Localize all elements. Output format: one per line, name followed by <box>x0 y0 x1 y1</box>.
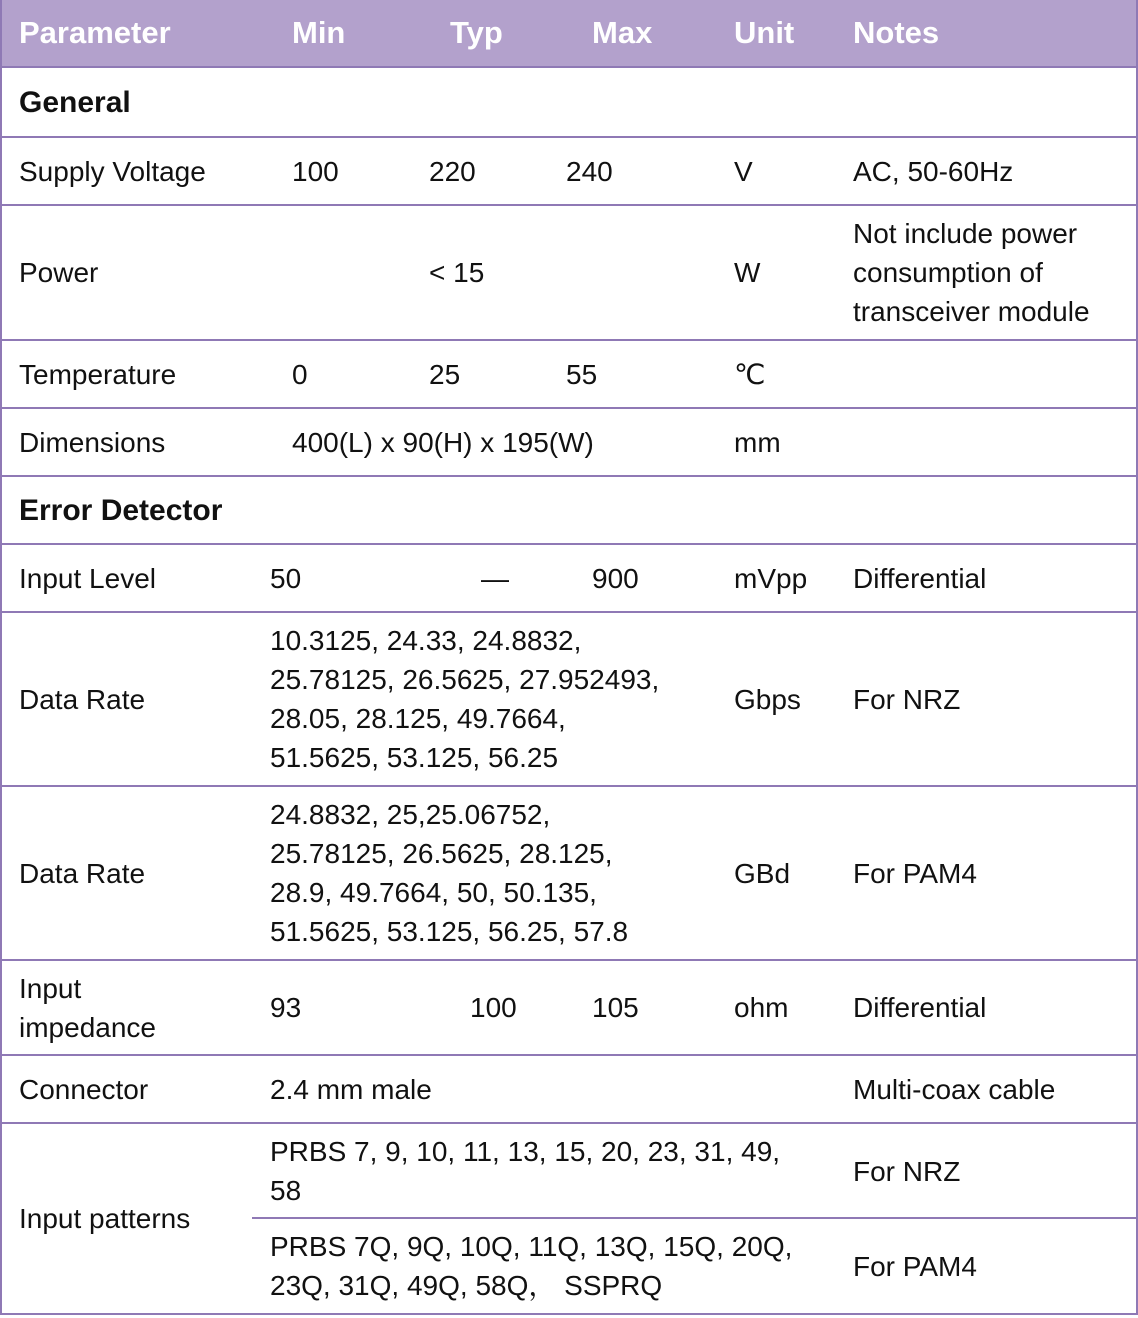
table-row <box>0 787 1138 961</box>
notes-value: For PAM4 <box>853 857 977 889</box>
param-label: Input patterns <box>19 1203 191 1234</box>
table-row <box>0 545 1138 613</box>
notes-value: AC, 50-60Hz <box>853 155 1014 187</box>
header-min: Min <box>292 15 346 50</box>
notes-value: Differential <box>853 562 987 594</box>
unit-value: ℃ <box>734 358 766 390</box>
header-max: Max <box>592 15 653 50</box>
pattern-line: PRBS 7, 9, 10, 11, 13, 15, 20, 23, 31, 49, <box>270 1136 781 1167</box>
pattern-values-nrz <box>270 1124 780 1218</box>
unit-value: W <box>734 257 761 288</box>
unit-value: mm <box>734 426 781 458</box>
typ-value: — <box>481 562 509 594</box>
param-line: impedance <box>19 1011 156 1043</box>
max-value: 900 <box>592 562 639 594</box>
notes-line: transceiver module <box>853 296 1090 327</box>
connector-value: 2.4 mm male <box>270 1073 432 1105</box>
rate-line: 51.5625, 53.125, 56.25 <box>270 742 559 773</box>
param-line: Input <box>19 972 82 1004</box>
unit-value: V <box>734 155 753 187</box>
typ-value: 25 <box>429 358 461 390</box>
table-row <box>0 206 1138 341</box>
typ-value: 100 <box>470 992 517 1023</box>
pattern-line: 58 <box>270 1175 302 1206</box>
table-row <box>0 409 1138 477</box>
unit-value: ohm <box>734 992 789 1023</box>
rate-line: 51.5625, 53.125, 56.25, 57.8 <box>270 916 629 947</box>
pattern-line: 23Q, 31Q, 49Q, 58Q， SSPRQ <box>270 1270 663 1301</box>
param-label: Connector <box>19 1073 149 1105</box>
rate-line: 25.78125, 26.5625, 28.125, <box>270 838 613 869</box>
notes-value: For NRZ <box>853 1155 961 1187</box>
rate-values <box>270 613 659 785</box>
table-header <box>0 0 1138 68</box>
param-label: Power <box>19 257 99 288</box>
notes-value: Multi-coax cable <box>853 1073 1056 1105</box>
typ-value: 220 <box>429 155 476 187</box>
unit-value: mVpp <box>734 562 808 594</box>
table-row <box>0 1124 1138 1315</box>
min-value: 100 <box>292 155 339 187</box>
dimension-value: 400(L) x 90(H) x 195(W) <box>292 426 594 458</box>
rate-line: 25.78125, 26.5625, 27.952493, <box>270 664 660 695</box>
header-typ: Typ <box>450 15 503 50</box>
rate-line: 28.9, 49.7664, 50, 50.135, <box>270 877 597 908</box>
table-row <box>0 138 1138 206</box>
param-label <box>19 961 156 1054</box>
rate-line: 24.8832, 25,25.06752, <box>270 799 551 830</box>
section-title: Error Detector <box>19 493 223 527</box>
min-value: 0 <box>292 358 308 390</box>
notes-value <box>853 206 1090 339</box>
table-border-left <box>0 0 2 1315</box>
param-label: Data Rate <box>19 857 146 889</box>
table-row <box>0 961 1138 1056</box>
section-general <box>0 68 1138 138</box>
min-value: 50 <box>270 562 302 594</box>
table-row <box>0 1056 1138 1124</box>
param-label: Temperature <box>19 358 177 390</box>
min-value: 93 <box>270 992 302 1023</box>
header-parameter: Parameter <box>19 15 171 50</box>
param-label: Supply Voltage <box>19 155 206 187</box>
unit-value: Gbps <box>734 683 801 715</box>
section-title: General <box>19 85 131 119</box>
rate-line: 28.05, 28.125, 49.7664, <box>270 703 566 734</box>
pattern-values-pam4 <box>270 1219 792 1313</box>
max-value: 55 <box>566 358 598 390</box>
rate-line: 10.3125, 24.33, 24.8832, <box>270 625 582 656</box>
table-row <box>0 613 1138 787</box>
param-label: Data Rate <box>19 683 146 715</box>
notes-line: consumption of <box>853 257 1043 288</box>
notes-value: For NRZ <box>853 683 961 715</box>
max-value: 105 <box>592 992 639 1023</box>
max-value: 240 <box>566 155 613 187</box>
param-label: Input Level <box>19 562 156 594</box>
param-label: Dimensions <box>19 426 166 458</box>
table-row <box>0 341 1138 409</box>
header-unit: Unit <box>734 15 795 50</box>
header-notes: Notes <box>853 15 940 50</box>
rate-values <box>270 787 628 959</box>
notes-value: Differential <box>853 992 987 1023</box>
pattern-line: PRBS 7Q, 9Q, 10Q, 11Q, 13Q, 15Q, 20Q, <box>270 1231 793 1262</box>
notes-value: For PAM4 <box>853 1250 977 1282</box>
notes-line: Not include power <box>853 218 1078 249</box>
unit-value: GBd <box>734 857 791 889</box>
typ-value: < 15 <box>429 257 485 288</box>
section-error-detector <box>0 477 1138 545</box>
